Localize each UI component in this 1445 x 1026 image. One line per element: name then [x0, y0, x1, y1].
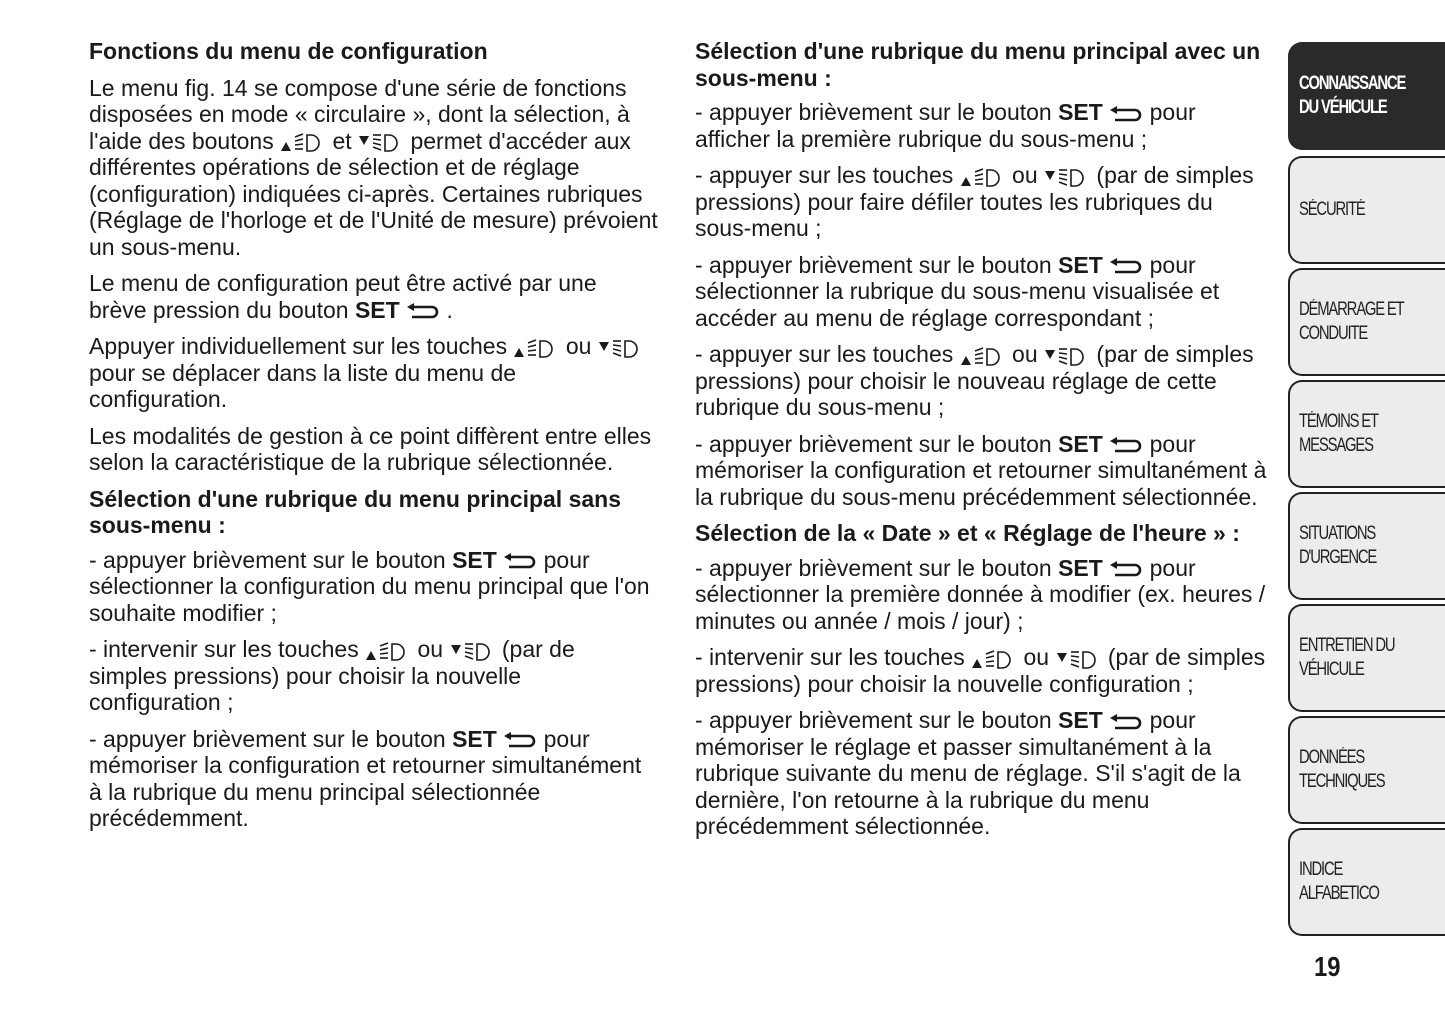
- tab-donnees-techniques[interactable]: DONNÉES TECHNIQUES: [1288, 716, 1445, 824]
- tab-situations-d-urgence[interactable]: SITUATIONS D'URGENCE: [1288, 492, 1445, 600]
- set-label: SET: [452, 725, 497, 752]
- paragraph: Appuyer individuellement sur les touches ou pour se déplacer dans la liste du menu de configuration.: [89, 333, 659, 413]
- paragraph: - appuyer brièvement sur le bouton SET pour mémoriser le réglage et passer simultanément à la rubrique suivante du menu de réglage. S'il s'agit de la dernière, l'on retourne à la rubrique du menu précédemment sélectionnée.: [695, 707, 1241, 839]
- paragraph: - intervenir sur les touches ou (par de simples pressions) pour choisir la nouvelle configuration ;: [695, 644, 1266, 697]
- light-up-button-icon: [960, 345, 1006, 367]
- light-up-button-icon: [280, 131, 326, 153]
- paragraph: Le menu fig. 14 se compose d'une série de fonctions disposées en mode « circulaire », dont la sélection, à l'aide des boutons et permet d'accéder aux différentes opérations de sélection et de réglage (configuration) indiquées ci-après. Certaines rubriques (Réglage de l'horloge et de l'Unité de mesure) prévoient un sous-menu.: [89, 74, 658, 260]
- set-label: SET: [1058, 554, 1103, 581]
- tab-demarrage-et-conduite[interactable]: DÉMARRAGE ET CONDUITE: [1288, 268, 1445, 376]
- return-arrow-icon: [1109, 713, 1143, 731]
- section-heading: Sélection de la « Date » et « Réglage de l'heure » :: [695, 520, 1240, 546]
- light-up-button-icon: [365, 640, 411, 662]
- set-label: SET: [1058, 707, 1103, 733]
- light-up-button-icon: [960, 166, 1006, 188]
- return-arrow-icon: [1109, 105, 1143, 123]
- return-arrow-icon: [1109, 257, 1143, 275]
- page-number: 19: [1314, 951, 1341, 982]
- return-arrow-icon: [503, 731, 537, 749]
- return-arrow-icon: [1109, 560, 1143, 578]
- paragraph: - appuyer sur les touches ou (par de simples pressions) pour faire défiler toutes les rubriques du sous-menu ;: [695, 162, 1254, 241]
- paragraph: Les modalités de gestion à ce point diffèrent entre elles selon la caractéristique de la rubrique sélectionnée.: [89, 422, 652, 475]
- set-label: SET: [1058, 430, 1103, 457]
- tab-temoins-et-messages[interactable]: TÉMOINS ET MESSAGES: [1288, 380, 1445, 488]
- section-heading: Fonctions du menu de configuration: [89, 38, 488, 64]
- set-label: SET: [1058, 99, 1103, 125]
- light-down-button-icon: [450, 640, 496, 662]
- section-heading: Sélection d'une rubrique du menu principal avec un sous-menu :: [695, 38, 1261, 91]
- left-column: [89, 38, 659, 842]
- paragraph: - appuyer brièvement sur le bouton SET pour mémoriser la configuration et retourner simultanément à la rubrique du menu principal sélectionnée précédemment.: [89, 725, 642, 831]
- light-down-button-icon: [1044, 345, 1090, 367]
- return-arrow-icon: [1109, 436, 1143, 454]
- section-heading: Sélection d'une rubrique du menu principal sans sous-menu :: [89, 485, 621, 538]
- tab-entretien-du-vehicule[interactable]: ENTRETIEN DU VÉHICULE: [1288, 604, 1445, 712]
- light-down-button-icon: [598, 337, 644, 359]
- return-arrow-icon: [503, 552, 537, 570]
- paragraph: - appuyer brièvement sur le bouton SET pour sélectionner la première donnée à modifier (ex. heures / minutes ou année / mois / jour) ;: [695, 554, 1266, 634]
- paragraph: - appuyer brièvement sur le bouton SET pour sélectionner la rubrique du sous-menu visualisée et accéder au menu de réglage correspondant ;: [695, 251, 1220, 331]
- paragraph: - intervenir sur les touches ou (par de simples pressions) pour choisir la nouvelle configuration ;: [89, 636, 575, 715]
- set-label: SET: [1058, 251, 1103, 278]
- tab-securite[interactable]: SÉCURITÉ: [1288, 156, 1445, 264]
- light-up-button-icon: [513, 337, 559, 359]
- right-column: [695, 38, 1270, 850]
- light-up-button-icon: [971, 648, 1017, 670]
- tab-connaissance-du-vehicule[interactable]: CONNAISSANCE DU VÉHICULE: [1288, 42, 1445, 150]
- paragraph: - appuyer sur les touches ou (par de simples pressions) pour choisir le nouveau réglage de cette rubrique du sous-menu ;: [695, 341, 1254, 420]
- paragraph: - appuyer brièvement sur le bouton SET pour sélectionner la configuration du menu principal que l'on souhaite modifier ;: [89, 546, 650, 626]
- set-label: SET: [354, 296, 400, 323]
- return-arrow-icon: [406, 302, 440, 320]
- tab-indice-alfabetico[interactable]: INDICE ALFABETICO: [1288, 828, 1445, 936]
- light-down-button-icon: [358, 131, 404, 153]
- paragraph: - appuyer brièvement sur le bouton SET pour mémoriser la configuration et retourner simultanément à la rubrique du sous-menu précédemment sélectionnée.: [695, 430, 1267, 510]
- paragraph: Le menu de configuration peut être activé par une brève pression du bouton SET .: [89, 270, 597, 323]
- paragraph: - appuyer brièvement sur le bouton SET pour afficher la première rubrique du sous-menu ;: [695, 99, 1196, 152]
- light-down-button-icon: [1056, 648, 1102, 670]
- light-down-button-icon: [1044, 166, 1090, 188]
- set-label: SET: [452, 546, 497, 573]
